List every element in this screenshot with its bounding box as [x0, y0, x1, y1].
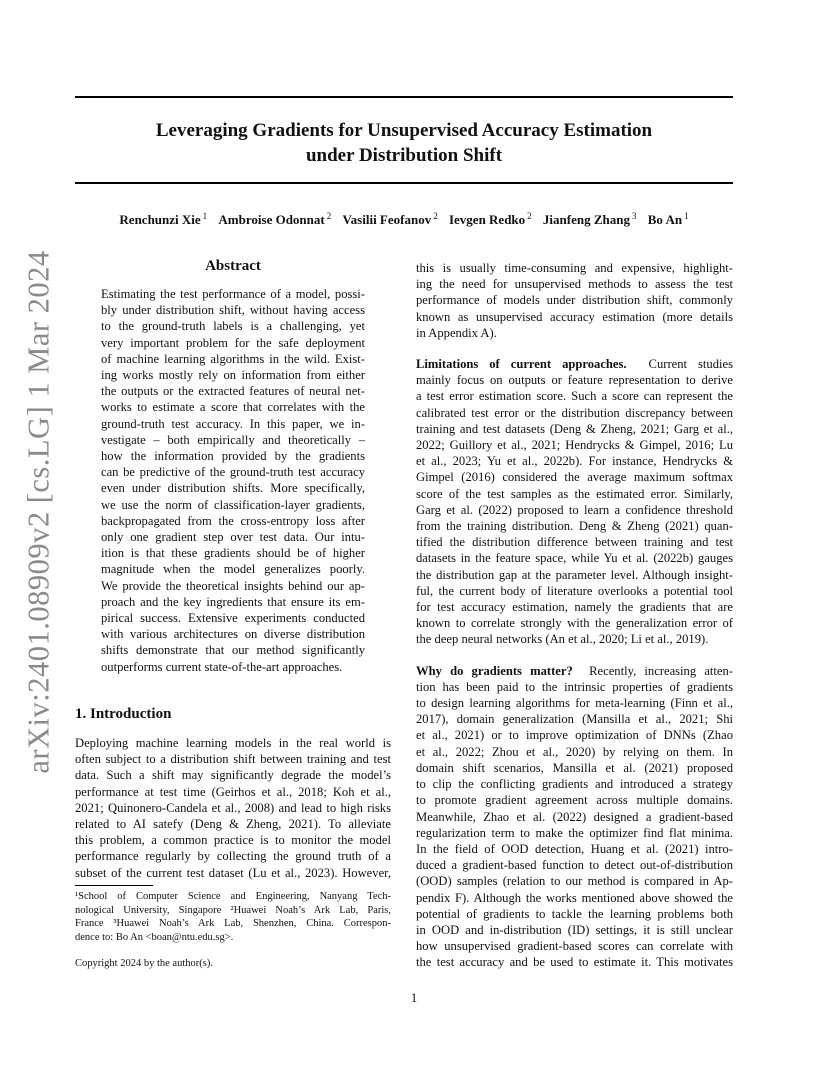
title-line: Leveraging Gradients for Unsupervised Accuracy Estimation: [155, 120, 653, 141]
text-line: pendix F). Although the works mentioned above showed the: [416, 890, 733, 905]
author: Jianfeng Zhang $^3$: [542, 211, 637, 228]
text-line: 2021; Quinonero-Candela et al., 2008) and lead to high risks: [75, 800, 391, 815]
text-line: data. Such a shift may significantly degrade the model’s: [75, 768, 391, 783]
text-line: the deep neural networks (An et al., 2020; Li et al., 2019).: [416, 632, 709, 647]
text-line: et al., 2021) or to improve optimization of DNNs (Zhao: [416, 728, 733, 743]
text-line: domain shift scenarios, Mansilla et al. (2021) proposed: [416, 760, 733, 775]
text-line: performance at test time (Geirhos et al., 2018; Koh et al.,: [75, 784, 391, 799]
text-line: for test accuracy estimation, namely the gradients that are: [416, 600, 733, 615]
text-line: to design learning algorithms for meta-learning (Finn et al.,: [416, 696, 733, 711]
text-line: even under distribution shifts. More specifically,: [101, 481, 365, 496]
text-line: potential of gradients to tackle the learning problems both: [416, 906, 733, 921]
text-line: Deploying machine learning models in the real world is: [75, 736, 391, 750]
text-line: ing the need for unsupervised methods to assess the test: [416, 277, 733, 292]
text-line: works to estimate a score that correlates with the: [101, 400, 365, 415]
arxiv-identifier-stamp[interactable]: arXiv:2401.08909v2 [cs.LG] 1 Mar 2024: [21, 250, 56, 774]
affiliation-footnote: [75, 890, 391, 944]
right-column: [416, 260, 733, 971]
text-line: ful, the current body of literature overlooks a potential tool: [416, 583, 733, 598]
text-line: Garg et al. (2022) proposed to learn a confidence threshold: [416, 502, 733, 517]
text-line: datasets in the feature space, while Yu et al. (2022b) gauges: [416, 551, 733, 566]
text-line: to clip the conflicting gradients and introduced a strategy: [416, 777, 733, 792]
text-line: outperforms current state-of-the-art approaches.: [101, 659, 343, 674]
paragraph-why-gradients: [416, 663, 733, 971]
text-line: how unsupervised gradient-based scores can correlate with: [416, 939, 733, 954]
text-line: performance of models under distribution shift, commonly: [416, 293, 733, 308]
page-number: 1: [410, 990, 418, 1005]
text-line: tified the distribution difference between training and test: [416, 535, 733, 550]
text-line: 2022; Guillory et al., 2021; Hendrycks & Gimpel, 2016; Lu: [416, 438, 733, 453]
text-line: In the field of OOD detection, Huang et al. (2021) intro-: [416, 841, 733, 856]
text-line: this is usually time-consuming and expensive, highlight-: [416, 261, 733, 275]
paragraph-continuation: [416, 260, 733, 341]
text-line: Meanwhile, Zhao et al. (2022) designed a gradient-based: [416, 809, 733, 824]
text-line: how the information provided by the gradients: [101, 449, 365, 464]
text-line: of machine learning algorithms in the wild. Exist-: [101, 351, 365, 366]
introduction-body: [75, 735, 391, 881]
paragraph-heading-gradients: Why do gradients matter?: [416, 663, 573, 678]
paragraph-limitations: [416, 356, 733, 648]
text-line: related to AI satefy (Deng & Zheng, 2021). To alleviate: [75, 817, 391, 832]
paragraph-heading-limitations: Limitations of current approaches.: [416, 357, 627, 372]
text-line: Estimating the test performance of a model, possi-: [101, 287, 365, 301]
author: Renchunzi Xie $^1$: [119, 211, 208, 228]
text-line: from the training distribution. Deng & Zheng (2021) quan-: [416, 519, 733, 534]
text-line: known as unsupervised accuracy estimation (more details: [416, 309, 733, 324]
author: Ievgen Redko $^2$: [448, 211, 532, 228]
text-line: bly under distribution shift, without having access: [101, 303, 365, 318]
footnote-rule: [75, 885, 153, 886]
author: Bo An $^1$: [647, 211, 689, 228]
author: Ambroise Odonnat $^2$: [218, 211, 332, 228]
text-line: Gimpel (2016) considered the average maximum softmax: [416, 470, 733, 485]
text-line: we use the norm of classification-layer gradients,: [101, 497, 365, 512]
text-line: very important problem for the safe deployment: [101, 335, 365, 350]
text-line: proach and the key ingredients that ensure its em-: [101, 594, 365, 609]
text-line: et al., 2022; Zhou et al., 2020) by relying on them. In: [416, 744, 733, 759]
text-line: ition is that these gradients should be of higher: [101, 546, 365, 561]
text-line: ground-truth test accuracy. In this paper, we in-: [101, 416, 365, 431]
text-line: We provide the theoretical insights behind our ap-: [101, 578, 365, 593]
text-line: calibrated test error or the distribution discrepancy between: [416, 405, 733, 420]
paper-title: [75, 118, 733, 168]
text-line: (OOD) samples (relation to our method is compared in Ap-: [416, 874, 733, 889]
text-line: score of the test samples as the estimated error. Similarly,: [416, 486, 733, 501]
title-top-rule: [75, 96, 733, 98]
section-heading-introduction: 1. Introduction: [75, 706, 172, 722]
title-line: under Distribution Shift: [305, 145, 503, 166]
text-line: a test error estimation score. Such a score can represent the: [416, 389, 733, 404]
text-line: magnitude when the model generalizes poorly.: [101, 562, 365, 577]
text-line: to the ground-truth labels is a challenging, yet: [101, 319, 365, 334]
text-line: tion has been paid to the intrinsic properties of gradients: [416, 679, 733, 694]
text-line: ¹School of Computer Science and Engineering, Nanyang Tech-: [75, 891, 391, 902]
text-line: with various architectures on diverse distribution: [101, 627, 365, 642]
text-line: to promote gradient agreement across multiple domains.: [416, 793, 733, 808]
copyright-notice: Copyright 2024 by the author(s).: [75, 958, 213, 969]
text-line: the distribution gap at the parameter level. Although insight-: [416, 567, 733, 582]
author: Vasilii Feofanov $^2$: [342, 211, 438, 228]
title-bottom-rule: [75, 182, 733, 184]
text-line: regularization term to make the optimizer find flat minima.: [416, 825, 733, 840]
author-list: [75, 211, 733, 228]
text-line: nological University, Singapore ²Huawei Noah’s Ark Lab, Paris,: [75, 904, 391, 916]
text-line: can be predictive of the ground-truth test accuracy: [101, 465, 365, 480]
text-line: this problem, a common practice is to monitor the model: [75, 833, 391, 848]
text-line: mainly focus on outputs or feature representation to derive: [416, 373, 733, 388]
text-line: backpropagated from the cross-entropy loss after: [101, 513, 365, 528]
text-line: duced a gradient-based function to detect out-of-distribution: [416, 858, 733, 873]
text-line: the test accuracy and be used to estimate it. This motivates: [416, 955, 733, 970]
text-line: France ³Huawei Noah’s Ark Lab, Shenzhen, China. Correspon-: [75, 918, 391, 930]
text-line: vestigate – both empirically and theoretically –: [101, 432, 365, 447]
text-line: only one gradient step over test data. Our intu-: [101, 530, 365, 545]
paragraph-first-line: Limitations of current approaches. Current studies: [416, 357, 733, 372]
text-line: shifts demonstrate that our method significantly: [101, 643, 365, 658]
paragraph-first-line: Why do gradients matter? Recently, increasing atten-: [416, 663, 733, 678]
text-line: the outputs or the extracted features of neural net-: [101, 384, 365, 399]
text-line: in Appendix A).: [416, 325, 497, 340]
text-line: training and test datasets (Deng & Zheng, 2021; Garg et al.,: [416, 421, 733, 436]
text-line: in OOD and in-distribution (ID) settings, it is still unclear: [416, 922, 733, 937]
abstract-body: [101, 286, 365, 675]
text-line: subset of the current test dataset (Lu et al., 2023). However,: [75, 865, 391, 880]
text-line: et al., 2023; Yu et al., 2022b). For instance, Hendrycks &: [416, 454, 733, 469]
text-line: ing works mostly rely on information from either: [101, 368, 365, 383]
text-line: dence to: Bo An <boan@ntu.edu.sg>.: [75, 931, 234, 943]
text-line: often subject to a distribution shift between training and test: [75, 752, 391, 767]
abstract-heading: Abstract: [205, 258, 261, 274]
text-line: pirical success. Extensive experiments conducted: [101, 611, 365, 626]
text-line: performance regularly by collecting the ground truth of a: [75, 849, 391, 864]
text-line: known to correlate strongly with the generalization error of: [416, 616, 733, 631]
text-line: 2017), domain generalization (Mansilla et al., 2021; Shi: [416, 712, 733, 727]
